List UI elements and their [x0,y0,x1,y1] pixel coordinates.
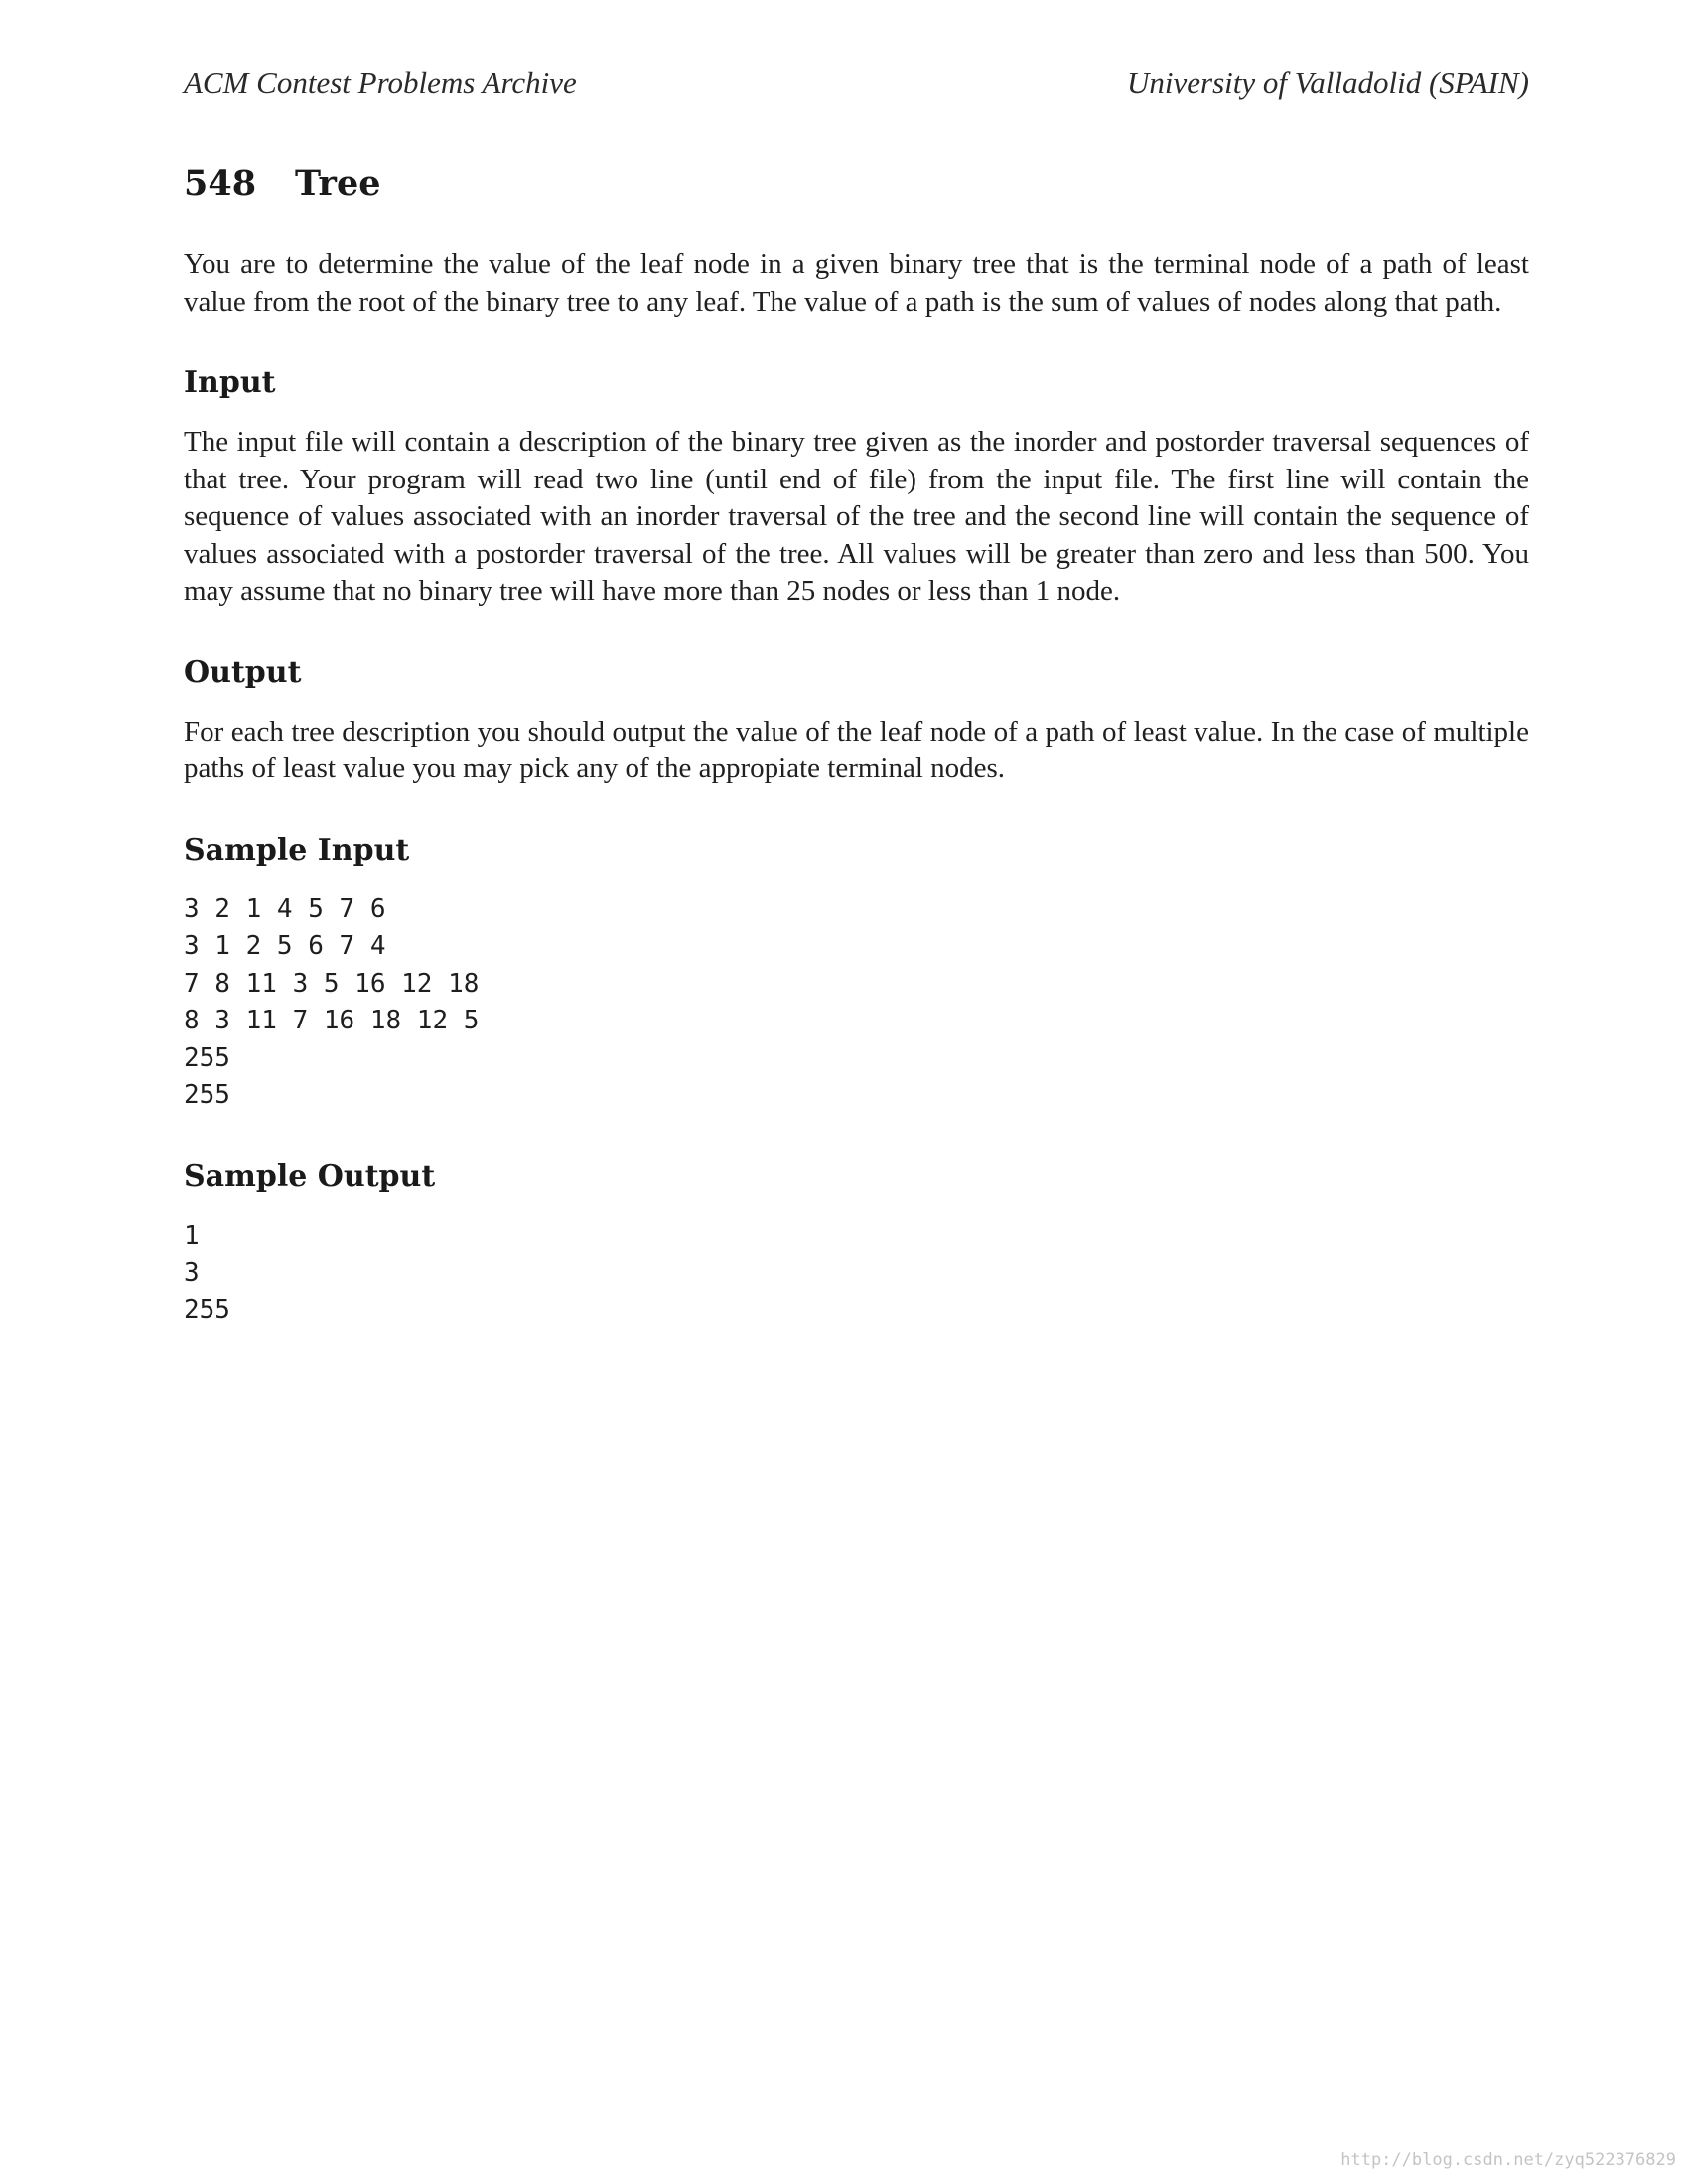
university-name: University of Valladolid (SPAIN) [1127,66,1529,100]
archive-name: ACM Contest Problems Archive [184,66,577,100]
sample-output-line: 1 [184,1220,200,1251]
sample-input-line: 255 [184,1042,230,1073]
sample-input-line: 255 [184,1080,230,1110]
sample-input-heading: Sample Input [184,832,410,868]
sample-output-line: 3 [184,1258,200,1288]
problem-page [184,60,1529,1329]
sample-input-line: 7 8 11 3 5 16 12 18 [184,968,480,999]
sample-input-line: 3 2 1 4 5 7 6 [184,893,386,924]
sample-input-line: 8 3 11 7 16 18 12 5 [184,1006,480,1035]
output-text: For each tree description you should output the value of the leaf node of a path of least value. In the case of multiple paths of least value you may pick any of the appropiate terminal nodes. [184,715,1529,784]
problem-name: Tree [295,163,381,204]
sample-output-heading: Sample Output [184,1159,436,1194]
input-heading: Input [184,365,276,400]
running-header [184,60,1529,107]
blog-watermark: http://blog.csdn.net/zyq522376829 [1340,2150,1676,2170]
input-text: The input file will contain a description of the binary tree given as the inorder and postorder traversal sequences of that tree. Your program will read two line (until end of file) from the input file. The first line will contain the sequence of values associated with an inorder traversal of the tree and the second line will contain the sequence of values associated with a postorder traversal of the tree. All values will be greater than zero and less than 500. You may assume that no binary tree will have more than 25 nodes or less than 1 node. [184,426,1529,607]
problem-number: 548 [184,163,257,204]
problem-title [184,159,1529,208]
output-heading: Output [184,654,302,690]
sample-output-line: 255 [184,1295,230,1325]
sample-input-block [184,891,1529,1115]
sample-input-line: 3 1 2 5 6 7 4 [184,931,386,961]
problem-description: You are to determine the value of the leaf node in a given binary tree that is the terminal node of a path of least value from the root of the binary tree to any leaf. The value of a path is the sum of values of nodes along that path. [184,248,1529,318]
sample-output-block [184,1218,1529,1330]
